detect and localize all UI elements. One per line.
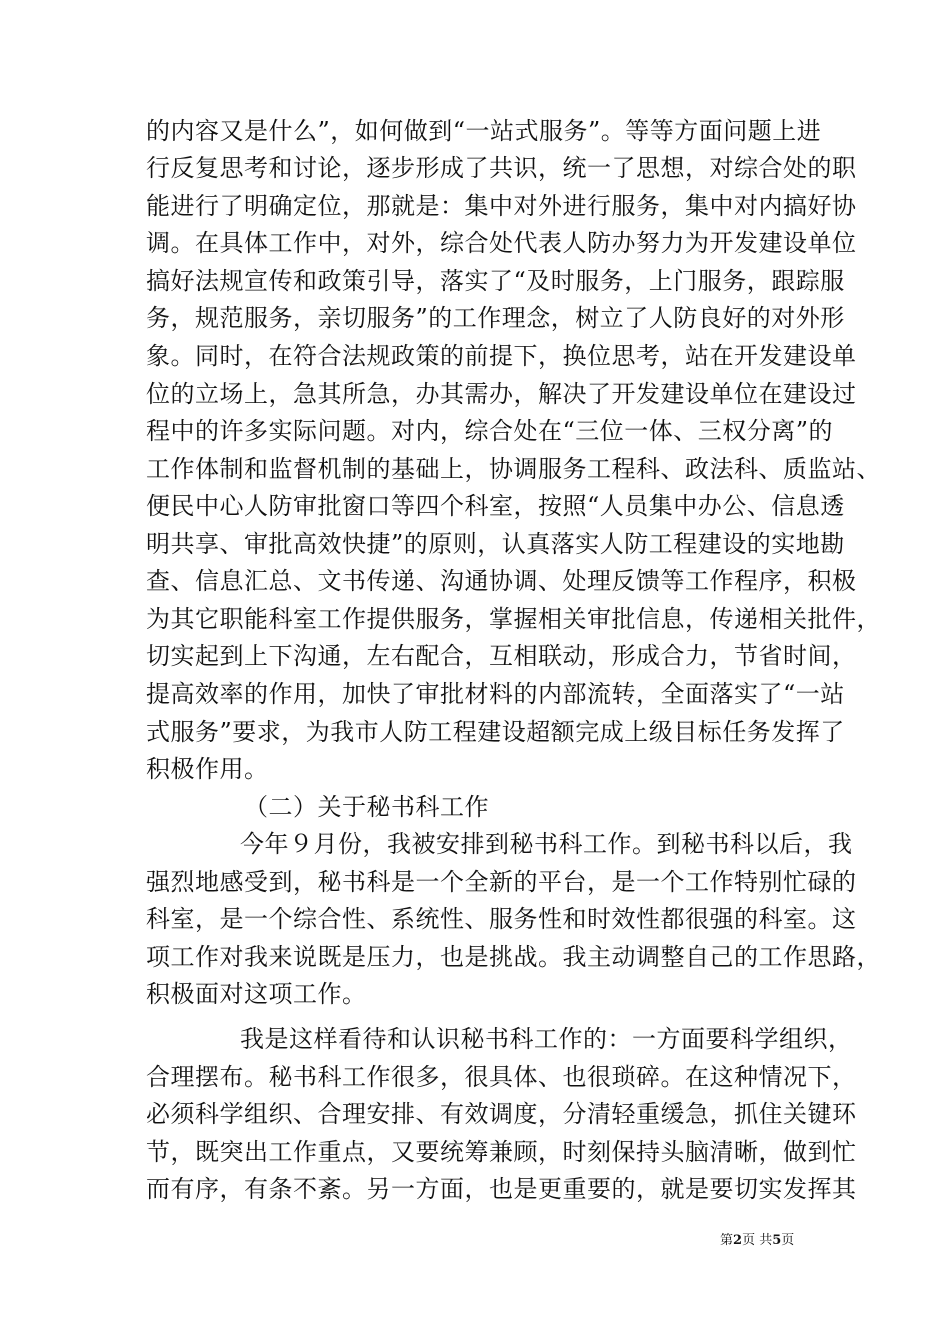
current-page-number: 2 — [733, 1233, 743, 1248]
text-line: 务，规范服务，亲切服务”的工作理念，树立了人防良好的对外形 — [146, 304, 845, 332]
text-line: 式服务”要求，为我市人防工程建设超额完成上级目标任务发挥了 — [146, 718, 845, 746]
text-line: 调。在具体工作中，对外，综合处代表人防办努力为开发建设单位 — [146, 229, 857, 257]
footer-prefix: 第 — [720, 1233, 734, 1248]
text-line: 便民中心人防审批窗口等四个科室，按照“人员集中办公、信息透 — [146, 492, 845, 520]
text-line: 象。同时，在符合法规政策的前提下，换位思考，站在开发建设单 — [146, 342, 857, 370]
text-line: 必须科学组织、合理安排、有效调度，分清轻重缓急，抓住关键环 — [146, 1100, 857, 1128]
section-heading: （二）关于秘书科工作 — [244, 793, 489, 821]
text-line: 查、信息汇总、文书传递、沟通协调、处理反馈等工作程序，积极 — [146, 567, 857, 595]
text-line: 的内容又是什么”，如何做到“一站式服务”。等等方面问题上进 — [146, 117, 822, 145]
page-footer — [720, 1232, 794, 1250]
total-page-number: 5 — [772, 1233, 782, 1248]
text-line: 程中的许多实际问题。对内，综合处在“三位一体、三权分离”的 — [146, 417, 834, 445]
text-line: 节，既突出工作重点，又要统筹兼顾，时刻保持头脑清晰，做到忙 — [146, 1138, 857, 1166]
text-line: 项工作对我来说既是压力，也是挑战。我主动调整自己的工作思路， — [146, 943, 881, 971]
footer-middle: 页 共 — [742, 1233, 773, 1248]
footer-suffix: 页 — [781, 1233, 795, 1248]
text-line: 积极面对这项工作。 — [146, 980, 367, 1008]
text-line: 明共享、审批高效快捷”的原则，认真落实人防工程建设的实地勘 — [146, 530, 845, 558]
text-line: 强烈地感受到，秘书科是一个全新的平台，是一个工作特别忙碌的 — [146, 868, 857, 896]
text-line: 今年９月份，我被安排到秘书科工作。到秘书科以后，我 — [240, 830, 853, 858]
text-line: 切实起到上下沟通，左右配合，互相联动，形成合力，节省时间， — [146, 642, 857, 670]
text-line: 搞好法规宣传和政策引导，落实了“及时服务，上门服务，跟踪服 — [146, 267, 845, 295]
text-line: 提高效率的作用，加快了审批材料的内部流转，全面落实了“一站 — [146, 680, 845, 708]
text-line: 工作体制和监督机制的基础上，协调服务工程科、政法科、质监站、 — [146, 455, 881, 483]
text-line: 位的立场上，急其所急，办其需办，解决了开发建设单位在建设过 — [146, 380, 857, 408]
text-line: 我是这样看待和认识秘书科工作的：一方面要科学组织， — [240, 1025, 853, 1053]
text-line: 能进行了明确定位，那就是：集中对外进行服务，集中对内搞好协 — [146, 192, 857, 220]
text-line: 积极作用。 — [146, 755, 269, 783]
text-line: 行反复思考和讨论，逐步形成了共识，统一了思想，对综合处的职 — [146, 154, 857, 182]
text-line: 而有序，有条不紊。另一方面，也是更重要的，就是要切实发挥其 — [146, 1175, 857, 1203]
text-line: 科室，是一个综合性、系统性、服务性和时效性都很强的科室。这 — [146, 905, 857, 933]
text-line: 合理摆布。秘书科工作很多，很具体、也很琐碎。在这种情况下， — [146, 1063, 857, 1091]
text-line: 为其它职能科室工作提供服务，掌握相关审批信息，传递相关批件， — [146, 605, 881, 633]
